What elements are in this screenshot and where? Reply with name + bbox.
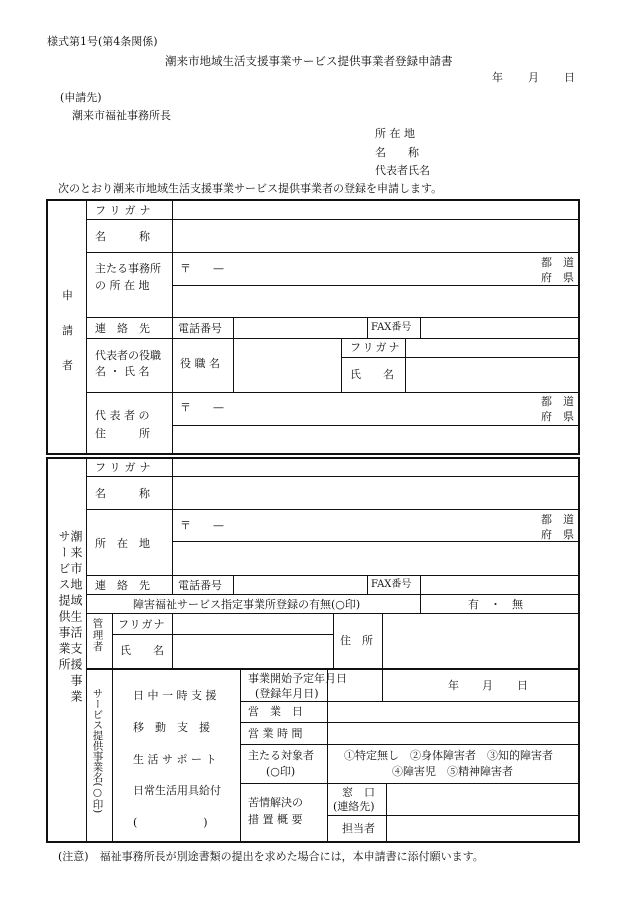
date-day-label: 日 — [564, 71, 575, 84]
start-month-label: 月 — [482, 679, 493, 692]
applicant-pref-2: 府 県 — [541, 271, 574, 284]
provider-fax-label: FAX番号 — [371, 579, 412, 590]
rep-pref-2: 府 県 — [541, 410, 574, 423]
applicant-side-1: 申 — [62, 289, 73, 302]
service-day-support: 日 中 一 時 支 援 — [133, 689, 217, 702]
provider-postal-mark: 〒 — — [180, 519, 224, 532]
form-number: 様式第1号(第4条関係) — [47, 35, 158, 48]
business-hours-label: 営 業 時 間 — [248, 727, 303, 740]
target-label-1: 主たる対象者 — [248, 749, 314, 762]
target-options-1: ①特定無し ②身体障害者 ③知的障害者 — [344, 749, 553, 762]
applicant-furigana-label: フリガナ — [95, 204, 155, 217]
provider-tel-label: 電話番号 — [178, 579, 222, 592]
manager-furigana-label: フリガナ — [118, 618, 166, 631]
applicant-side-2: 請 — [62, 324, 73, 337]
manager-name-label: 氏 名 — [120, 644, 164, 657]
date-year-label: 年 — [492, 71, 503, 84]
provider-side-label: 潮来市地域生活支援事業 サービス提供事業所 — [57, 530, 83, 706]
business-days-label: 営 業 日 — [248, 705, 303, 718]
service-life-support: 生 活 サ ポ ー ト — [133, 753, 217, 766]
footnote: (注意) 福祉事務所長が別途書類の提出を求めた場合には，本申請書に添付願います。 — [58, 850, 484, 863]
applicant-rep-label: 代表者氏名 — [375, 164, 430, 177]
applicant-side-3: 者 — [62, 359, 73, 372]
manager-address-label: 住 所 — [340, 634, 373, 647]
rep-title-label-1: 代表者の役職 — [95, 349, 161, 362]
rep-postal-mark: 〒 — — [180, 401, 224, 414]
office-address-label-2: の 所 在 地 — [95, 279, 150, 292]
applicant-pref-1: 都 道 — [541, 256, 574, 269]
date-month-label: 月 — [528, 71, 539, 84]
rep-name-label: 氏 名 — [350, 368, 394, 381]
manager-label: 管理者 — [91, 618, 104, 653]
target-label-2: (○印) — [266, 765, 296, 778]
rep-address-label-1: 代 表 者 の — [95, 409, 150, 422]
start-year-label: 年 — [448, 679, 459, 692]
rep-furigana-label: フリガナ — [350, 341, 402, 354]
application-statement: 次のとおり潮来市地域生活支援事業サービス提供事業者の登録を申請します。 — [58, 182, 443, 195]
provider-contact-label: 連 絡 先 — [95, 579, 150, 592]
rep-address-label-2: 住 所 — [95, 427, 150, 440]
services-side-label: サービス提供事業名(○印) — [91, 688, 104, 814]
complaint-label-2: 措 置 概 要 — [248, 813, 303, 826]
office-address-label-1: 主たる事務所 — [95, 262, 161, 275]
applicant-contact-label: 連 絡 先 — [95, 322, 150, 335]
window-label-1: 窓 口 — [342, 786, 375, 799]
rep-title-label-2: 名 ・ 氏 名 — [95, 365, 150, 378]
service-mobility-support: 移 動 支 援 — [133, 721, 210, 734]
provider-name-label: 名 称 — [95, 487, 150, 500]
start-day-label: 日 — [517, 679, 528, 692]
applicant-name-field-label: 名 称 — [95, 230, 150, 243]
page-title: 潮来市地域生活支援事業サービス提供事業者登録申請書 — [165, 54, 453, 68]
service-equipment: 日常生活用具給付 — [133, 784, 221, 797]
provider-pref-2: 府 県 — [541, 528, 574, 541]
complaint-label-1: 苦情解決の — [248, 796, 303, 809]
applicant-address-label: 所 在 地 — [375, 127, 415, 140]
start-date-label-2: (登録年月日) — [255, 687, 319, 700]
applicant-tel-label: 電話番号 — [178, 322, 222, 335]
start-date-label-1: 事業開始予定年月日 — [248, 672, 347, 685]
provider-pref-1: 都 道 — [541, 513, 574, 526]
designation-label: 障害福祉サービス指定事業所登録の有無(○印) — [133, 598, 361, 611]
addressee-label: (申請先) — [60, 91, 102, 104]
person-in-charge-label: 担当者 — [342, 822, 375, 835]
target-options-2: ④障害児 ⑤精神障害者 — [392, 765, 513, 778]
service-other: ( ) — [133, 816, 208, 829]
designation-value: 有 ・ 無 — [468, 598, 523, 611]
addressee: 潮来市福祉事務所長 — [72, 109, 171, 122]
position-label: 役 職 名 — [180, 357, 220, 370]
applicant-postal-mark: 〒 — — [180, 262, 224, 275]
provider-address-label: 所 在 地 — [95, 537, 150, 550]
applicant-fax-label: FAX番号 — [371, 322, 412, 333]
applicant-name-label: 名 称 — [375, 146, 419, 159]
rep-pref-1: 都 道 — [541, 395, 574, 408]
window-label-2: (連絡先) — [333, 800, 375, 813]
provider-furigana-label: フリガナ — [95, 461, 155, 474]
